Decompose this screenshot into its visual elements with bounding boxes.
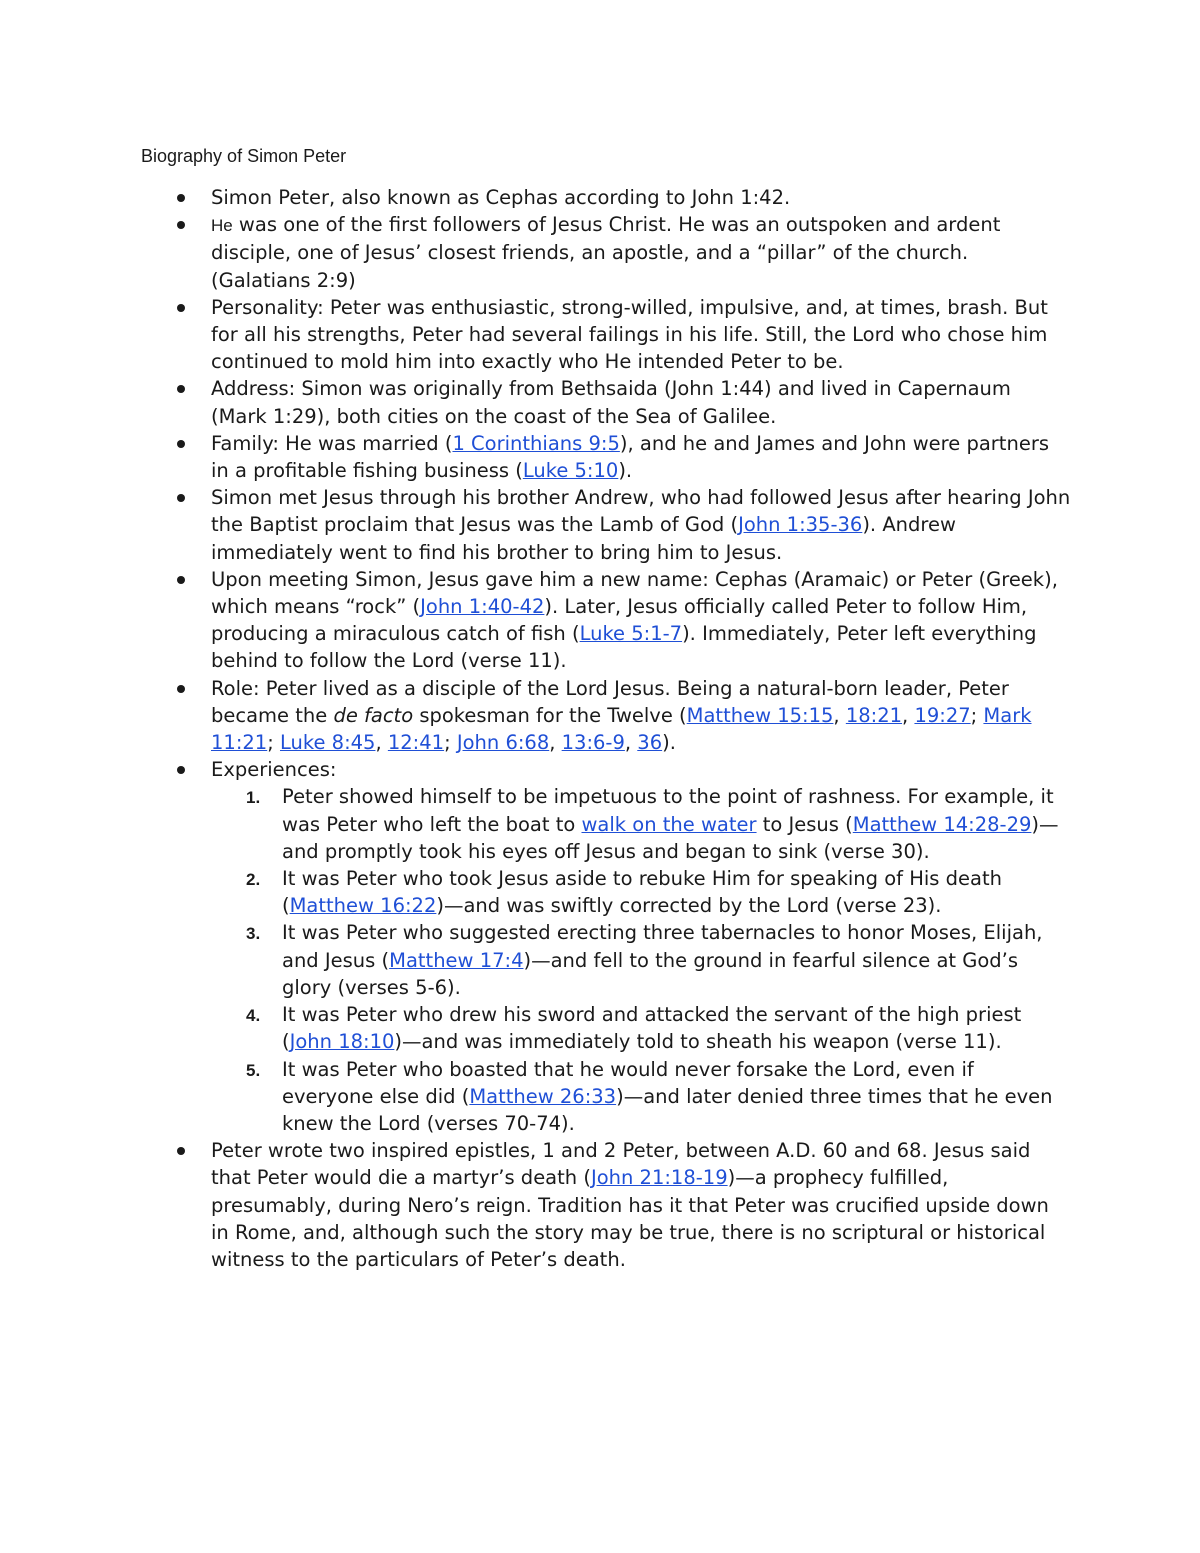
experience-text: It was Peter who took Jesus aside to rebuke Him for speaking of His death ( (282, 867, 1002, 918)
bullet-text: Experiences: (211, 758, 337, 782)
experience-text: )—and later denied three times that he even knew the Lord (verses 70-74). (282, 1084, 1053, 1135)
bullet-text: Upon meeting Simon, Jesus gave him a new name: Cephas (Aramaic) or Peter (Greek), which means “rock” ( (211, 567, 1058, 619)
experience-text: It was Peter who drew his sword and attacked the servant of the high priest ( (282, 1003, 1022, 1054)
scripture-link[interactable]: Matthew 26:33 (469, 1084, 617, 1108)
bullet-text: ), and he and James and John were partners in a profitable fishing business ( (211, 431, 1049, 483)
experience-text: It was Peter who suggested erecting three tabernacles to honor Moses, Elijah, and Jesus ( (282, 921, 1043, 972)
bullet-list (211, 184, 1071, 1273)
scripture-link[interactable]: 12:41 (387, 731, 445, 755)
experience-text: to Jesus ( (756, 812, 853, 836)
scripture-link[interactable]: Matthew 16:22 (289, 894, 437, 918)
bullet-text: ). Later, Jesus officially called Peter to follow Him, producing a miraculous catch of fish ( (211, 595, 1028, 646)
bullet-text: ). (618, 459, 633, 483)
scripture-link[interactable]: Matthew 15:15 (686, 703, 834, 727)
document-body (211, 184, 1071, 1273)
bullet-text: was one of the first followers of Jesus Christ. He was an outspoken and ardent disciple, one of Jesus’ closest friends, an apostle, and a “pillar” of the church. (Galatians 2:9) (211, 213, 1001, 292)
bullet-item (211, 211, 1071, 294)
experience-text: )—and was immediately told to sheath his weapon (verse 11). (394, 1030, 1002, 1054)
bullet-text: Address: Simon was originally from Bethsaida (John 1:44) and lived in Capernaum (Mark 1:29), both cities on the coast of the Sea of Galilee. (211, 377, 1011, 428)
bullet-item (211, 375, 1071, 429)
bullet-text: ). Andrew immediately went to find his brother to bring him to Jesus. (211, 513, 956, 564)
experience-text: )—and promptly took his eyes off Jesus and began to sink (verse 30). (282, 812, 1059, 863)
bullet-item (211, 756, 1071, 1137)
bullet-item (211, 1137, 1071, 1273)
bullet-text: Family: He was married ( (211, 431, 453, 455)
scripture-link[interactable]: 36 (637, 731, 663, 755)
bullet-text: Peter wrote two inspired epistles, 1 and 2 Peter, between A.D. 60 and 68. Jesus said that Peter would die a martyr’s death ( (211, 1139, 1031, 1190)
bullet-text: Simon met Jesus through his brother Andrew, who had followed Jesus after hearing John the Baptist proclaim that Jesus was the Lamb of God ( (211, 486, 1071, 537)
list-number: 5. (246, 1060, 261, 1080)
scripture-link[interactable]: John 6:68 (456, 731, 550, 755)
bullet-text: Role: Peter lived as a disciple of the Lord Jesus. Being a natural-born leader, Peter became the (211, 676, 1009, 727)
bullet-text: spokesman for the Twelve ( (413, 703, 687, 727)
separator: ; (444, 731, 457, 755)
scripture-link[interactable]: 13:6-9 (561, 731, 625, 755)
experience-item (246, 865, 1071, 919)
separator: , (902, 703, 915, 727)
bullet-item (211, 184, 1071, 211)
separator: , (833, 703, 846, 727)
experience-item (246, 1001, 1071, 1055)
scripture-link[interactable]: Matthew 14:28-29 (852, 812, 1032, 836)
scripture-link[interactable]: John 21:18-19 (590, 1166, 728, 1190)
scripture-link[interactable]: Luke 5:10 (522, 459, 619, 483)
bullet-text: Personality: Peter was enthusiastic, strong-willed, impulsive, and, at times, brash. But for all his strengths, Peter had several failings in his life. Still, the Lord who chose him continued to mold him into exactly who He intended Peter to be. (211, 295, 1048, 374)
scripture-link[interactable]: Luke 5:1-7 (579, 622, 683, 646)
separator: , (549, 731, 562, 755)
experiences-list (211, 783, 1071, 1137)
experience-item (246, 919, 1071, 1001)
experience-text: It was Peter who boasted that he would never forsake the Lord, even if everyone else did ( (282, 1057, 974, 1108)
separator: , (375, 731, 388, 755)
scripture-link[interactable]: 18:21 (845, 703, 903, 727)
list-number: 3. (246, 924, 261, 944)
bullet-item (211, 484, 1071, 566)
scripture-link[interactable]: John 1:35-36 (738, 513, 863, 537)
bullet-text: ). (662, 731, 676, 755)
bullet-text: Simon Peter, also known as Cephas according to John 1:42. (211, 186, 791, 209)
scripture-link[interactable]: Matthew 17:4 (389, 948, 524, 972)
separator: ; (970, 703, 984, 727)
bullet-item (211, 566, 1071, 675)
separator: ; (267, 731, 280, 755)
bullet-text: He (211, 216, 233, 236)
scripture-link[interactable]: 19:27 (914, 703, 971, 727)
bullet-item (211, 675, 1071, 757)
scripture-link[interactable]: Mark 11:21 (211, 703, 1032, 755)
experience-text: )—and was swiftly corrected by the Lord (verse 23). (436, 894, 942, 918)
bullet-item (211, 430, 1071, 484)
bullet-text: )—a prophecy fulfilled, presumably, during Nero’s reign. Tradition has it that Peter was crucified upside down in Rome, and, although such the story may be true, there is no scriptural or historical witness to the particulars of Peter’s death. (211, 1166, 1049, 1271)
emphasis-text: de facto (333, 703, 414, 727)
list-number: 2. (246, 870, 261, 890)
scripture-link[interactable]: 1 Corinthians 9:5 (452, 431, 620, 455)
scripture-link[interactable]: Luke 8:45 (279, 731, 376, 755)
list-number: 1. (246, 788, 261, 808)
document-title: Biography of Simon Peter (141, 146, 347, 166)
experience-text: )—and fell to the ground in fearful silence at God’s glory (verses 5-6). (282, 948, 1019, 999)
experience-text: Peter showed himself to be impetuous to the point of rashness. For example, it was Peter who left the boat to (282, 785, 1054, 836)
scripture-link[interactable]: John 18:10 (289, 1030, 395, 1054)
scripture-link[interactable]: John 1:40-42 (420, 595, 545, 619)
topic-link[interactable]: walk on the water (581, 812, 757, 836)
separator: , (624, 731, 638, 755)
bullet-text: ). Immediately, Peter left everything behind to follow the Lord (verse 11). (211, 622, 1037, 673)
list-number: 4. (246, 1006, 261, 1026)
experience-item (246, 783, 1071, 865)
bullet-item (211, 294, 1071, 376)
experience-item (246, 1056, 1071, 1138)
